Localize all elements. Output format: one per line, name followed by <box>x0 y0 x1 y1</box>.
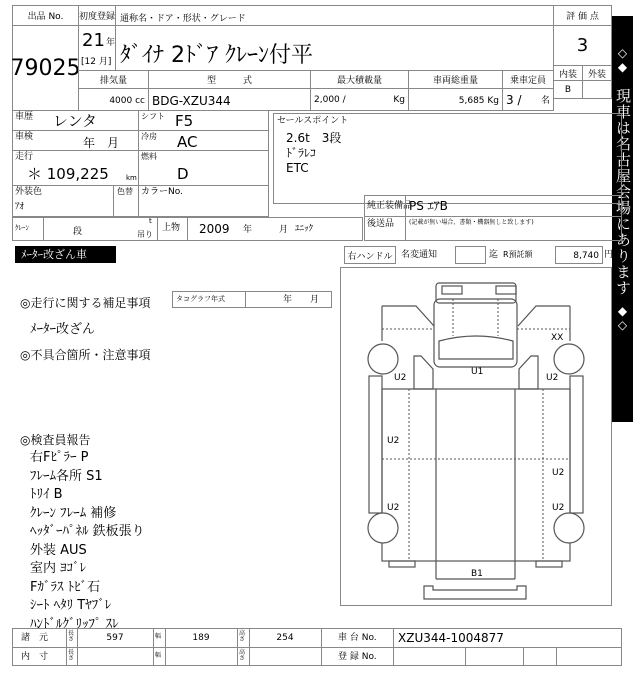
body-year-unit: 年 <box>243 225 253 235</box>
later-items-box <box>364 216 622 241</box>
model: BDG-XZU344 <box>148 88 311 111</box>
chassis-number: XZU344-1004877 <box>398 631 504 645</box>
displacement: 4000 cc <box>78 88 149 111</box>
damage-mark: B1 <box>471 569 483 579</box>
chassis-label: 車 台 No. <box>338 633 377 643</box>
damage-mark: U1 <box>471 367 484 377</box>
name-change-label: 名変通知 <box>401 250 438 260</box>
damage-mark: U2 <box>387 436 400 446</box>
color-box <box>12 185 114 217</box>
ac-label: 冷房 <box>141 132 157 141</box>
tacho-box <box>172 291 332 308</box>
damage-mark: U2 <box>552 503 565 513</box>
crane-label: ｸﾚｰﾝ <box>15 224 29 232</box>
truck-outline-icon <box>341 268 611 605</box>
name-change-box <box>455 246 486 264</box>
sales-point: ETC <box>286 161 309 175</box>
mileage-label: 走行 <box>15 152 34 162</box>
defects-label: ◎不具合箇所・注意事項 <box>20 348 151 362</box>
inner-length-label: 長さ <box>68 649 75 662</box>
shift-label: シフト <box>141 112 165 121</box>
color: ｱｵ <box>15 202 25 212</box>
color-no-label: カラーNo. <box>141 187 183 197</box>
fuel-box <box>138 150 269 186</box>
deadline-label: 迄 <box>489 250 499 260</box>
inner-height-label: 高さ <box>239 649 246 662</box>
driving-note: ﾒｰﾀｰ改ざん <box>30 322 96 337</box>
fuel-label: 燃料 <box>141 152 157 161</box>
exterior-label: 外装 <box>582 65 612 81</box>
sales-point: ﾄﾞﾗﾚｺ <box>286 146 317 160</box>
length-label: 長さ <box>68 630 75 643</box>
mileage-unit: km <box>126 174 137 182</box>
ac-box <box>138 130 269 151</box>
sales-points-label: セールスポイント <box>277 116 349 126</box>
color-change-box <box>113 185 139 217</box>
fuel: D <box>177 165 189 183</box>
equipment-label: 純正装備品 <box>367 201 413 211</box>
max-load-unit: Kg <box>393 95 405 105</box>
name-label: 通称名・ドア・形状・グレード <box>115 5 554 26</box>
width-label: 幅 <box>155 633 162 640</box>
tacho-label: タコグラフ年式 <box>176 295 225 303</box>
max-load-box <box>310 88 409 111</box>
ac: AC <box>177 133 198 151</box>
diamond-icons-bottom: ◆◇ <box>615 304 630 332</box>
inspector-item: 右Fﾋﾟﾗｰ P <box>30 450 89 465</box>
score: 3 <box>553 25 612 66</box>
reg-label: 登 録 No. <box>338 652 377 662</box>
crane-lift: 吊り <box>137 230 153 239</box>
color-change-label: 色替 <box>117 187 133 196</box>
tacho-value: 年 月 <box>283 295 320 305</box>
damage-diagram <box>340 267 612 606</box>
diamond-icons-top: ◇◆ <box>615 46 630 74</box>
exterior-grade <box>582 80 612 99</box>
damage-mark: U2 <box>546 373 559 383</box>
recycle-label: R預託額 <box>503 250 533 259</box>
body-label: 上物 <box>162 223 181 233</box>
reg-month: [12 月] <box>81 57 112 67</box>
inspection-label: 車検 <box>15 132 34 142</box>
mileage: ＊ 109,225 <box>27 165 109 183</box>
displacement-label: 排気量 <box>78 70 149 89</box>
inspector-item: Fｶﾞﾗｽ ﾄﾋﾞ石 <box>30 579 101 595</box>
equipment-box <box>364 195 622 217</box>
later-items-note: (記載が無い場合、書類・機器無しと致します) <box>409 219 534 226</box>
yen-label: 円 <box>604 250 614 260</box>
gross-weight-label: 車両総重量 <box>408 70 503 89</box>
specs-table <box>12 628 622 666</box>
later-items-label: 後送品 <box>367 219 395 229</box>
dims-label: 諸 元 <box>21 633 49 643</box>
recycle-fee: 8,740 <box>555 246 603 264</box>
first-reg-label: 初度登録 <box>78 5 116 26</box>
reg-year-unit: 年 <box>106 38 116 48</box>
driving-notes-label: ◎走行に関する補足事項 <box>20 296 151 310</box>
equipment: PS ｴｱB <box>409 199 448 213</box>
color-no-box <box>138 185 269 217</box>
capacity: 3 / <box>506 93 522 107</box>
inspector-item: ﾍｯﾀﾞｰﾊﾟﾈﾙ 鉄板張り <box>30 524 145 539</box>
capacity-box <box>502 88 554 111</box>
length-value: 597 <box>106 633 124 643</box>
inspector-report-label: ◎検査員報告 <box>20 433 91 447</box>
height-label: 高さ <box>239 630 246 643</box>
score-label: 評 価 点 <box>553 5 612 26</box>
body-month: 月 <box>279 225 289 235</box>
shift: F5 <box>175 112 194 130</box>
gross-weight: 5,685 Kg <box>408 88 503 111</box>
interior-grade: B <box>553 80 583 99</box>
inspector-item: ﾊﾝﾄﾞﾙｸﾞﾘｯﾌﾟ ｽﾚ <box>30 616 119 632</box>
max-load-label: 最大積載量 <box>310 70 409 89</box>
model-label: 型 式 <box>148 70 311 89</box>
crane-tons: t <box>149 217 152 225</box>
color-label: 外装色 <box>15 187 43 197</box>
shift-box <box>138 110 269 131</box>
inspector-item: ﾄﾘｲ B <box>30 487 63 502</box>
history-label: 車歴 <box>15 112 34 122</box>
history-box <box>12 110 139 131</box>
capacity-label: 乗車定員 <box>502 70 554 89</box>
inspector-item: ｸﾚｰﾝ ﾌﾚｰﾑ 補修 <box>30 505 117 521</box>
right-hand-drive-badge: 右ハンドル <box>344 246 396 264</box>
damage-mark: U2 <box>387 503 400 513</box>
sales-points-box <box>273 113 622 204</box>
interior-label: 内装 <box>553 65 583 81</box>
lot-no: 79025 <box>12 25 79 111</box>
reg-year: 21 <box>82 30 105 51</box>
inspection-box <box>12 130 139 151</box>
capacity-unit: 名 <box>540 96 550 106</box>
damage-mark: U2 <box>552 468 565 478</box>
inspection: 年 月 <box>83 136 120 150</box>
inspector-item: ｼｰﾄ ﾍﾀﾘ Tﾔﾌﾞﾚ <box>30 598 112 613</box>
lot-no-label: 出品 No. <box>12 5 79 26</box>
body-maker: ﾕﾆｯｸ <box>295 224 314 234</box>
history: レンタ <box>53 112 98 130</box>
inner-dims-label: 内 寸 <box>21 652 49 662</box>
mileage-box <box>12 150 139 186</box>
location-text: 現車は名古屋会場にあります <box>614 88 632 296</box>
inspector-item: ﾌﾚｰﾑ各所 S1 <box>30 468 103 484</box>
max-load: 2,000 / <box>314 95 346 105</box>
crane-steps: 段 <box>73 227 83 237</box>
vehicle-name: ﾀﾞｲﾅ 2ﾄﾞｱ ｸﾚｰﾝ付平 <box>115 25 554 71</box>
first-reg-box <box>78 25 116 71</box>
meter-tamper-badge: ﾒｰﾀｰ改ざん車 <box>15 246 116 263</box>
inspector-item: 室内 ﾖｺﾞﾚ <box>30 561 87 576</box>
damage-mark: XX <box>551 333 564 343</box>
height-value: 254 <box>276 633 294 643</box>
inner-width-label: 幅 <box>155 652 162 659</box>
sales-point: 2.6t 3段 <box>286 131 342 145</box>
body-year: 2009 <box>199 222 230 236</box>
crane-row <box>12 217 363 241</box>
width-value: 189 <box>192 633 210 643</box>
damage-mark: U2 <box>394 373 407 383</box>
inspector-item: 外装 AUS <box>30 542 87 558</box>
